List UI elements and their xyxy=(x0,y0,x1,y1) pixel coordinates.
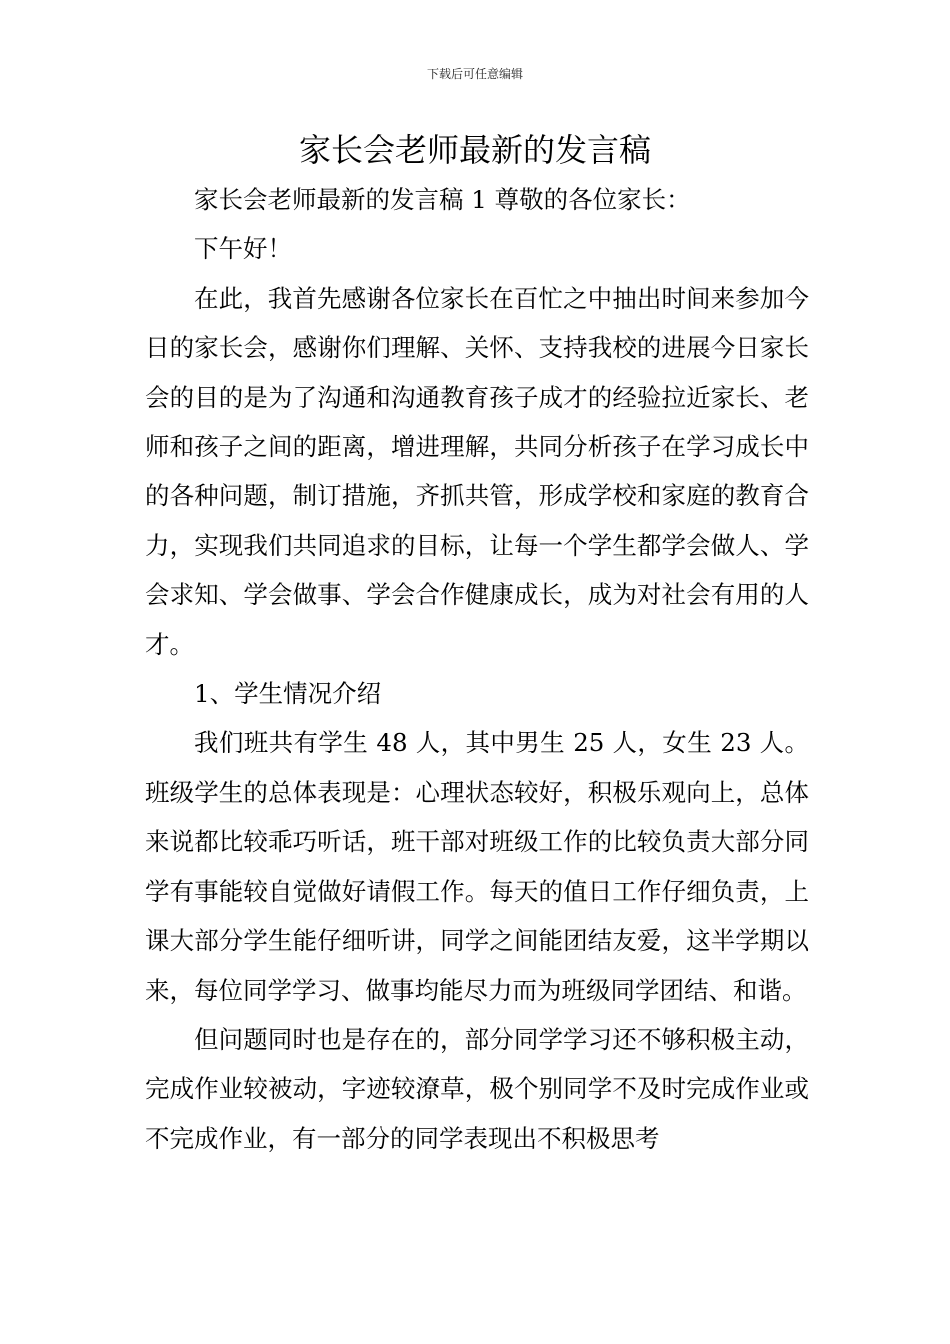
paragraph-introduction: 在此，我首先感谢各位家长在百忙之中抽出时间来参加今日的家长会，感谢你们理解、关怀、支持我校的进展今日家长会的目的是为了沟通和沟通教育孩子成才的经验拉近家长、老师和孩子之间的距离，增进理解，共同分析孩子在学习成长中的各种问题，制订措施，齐抓共管，形成学校和家庭的教育合力，实现我们共同追求的目标，让每一个学生都学会做人、学会求知、学会做事、学会合作健康成长，成为对社会有用的人才。 xyxy=(145,283,809,659)
paragraph-problems: 但问题同时也是存在的，部分同学学习还不够积极主动，完成作业较被动，字迹较潦草，极个别同学不及时完成作业或不完成作业，有一部分的同学表现出不积极思考 xyxy=(145,1024,809,1153)
paragraph-class-overview: 我们班共有学生 48 人，其中男生 25 人，女生 23 人。班级学生的总体表现是：心理状态较好，积极乐观向上，总体来说都比较乖巧听话，班干部对班级工作的比较负责大部分同学有事能较自觉做好请假工作。每天的值日工作仔细负责，上课大部分学生能仔细听讲，同学之间能团结友爱，这半学期以来，每位同学学习、做事均能尽力而为班级同学团结、和谐。 xyxy=(145,728,809,1005)
document-body xyxy=(145,175,809,1163)
paragraph-greeting-line: 家长会老师最新的发言稿 1 尊敬的各位家长： xyxy=(194,185,691,214)
paragraph-salutation: 下午好！ xyxy=(194,234,292,264)
section-heading-student-overview: 1、学生情况介绍 xyxy=(194,679,382,709)
document-title: 家长会老师最新的发言稿 xyxy=(298,131,651,169)
header-note: 下载后可任意编辑 xyxy=(426,67,523,81)
